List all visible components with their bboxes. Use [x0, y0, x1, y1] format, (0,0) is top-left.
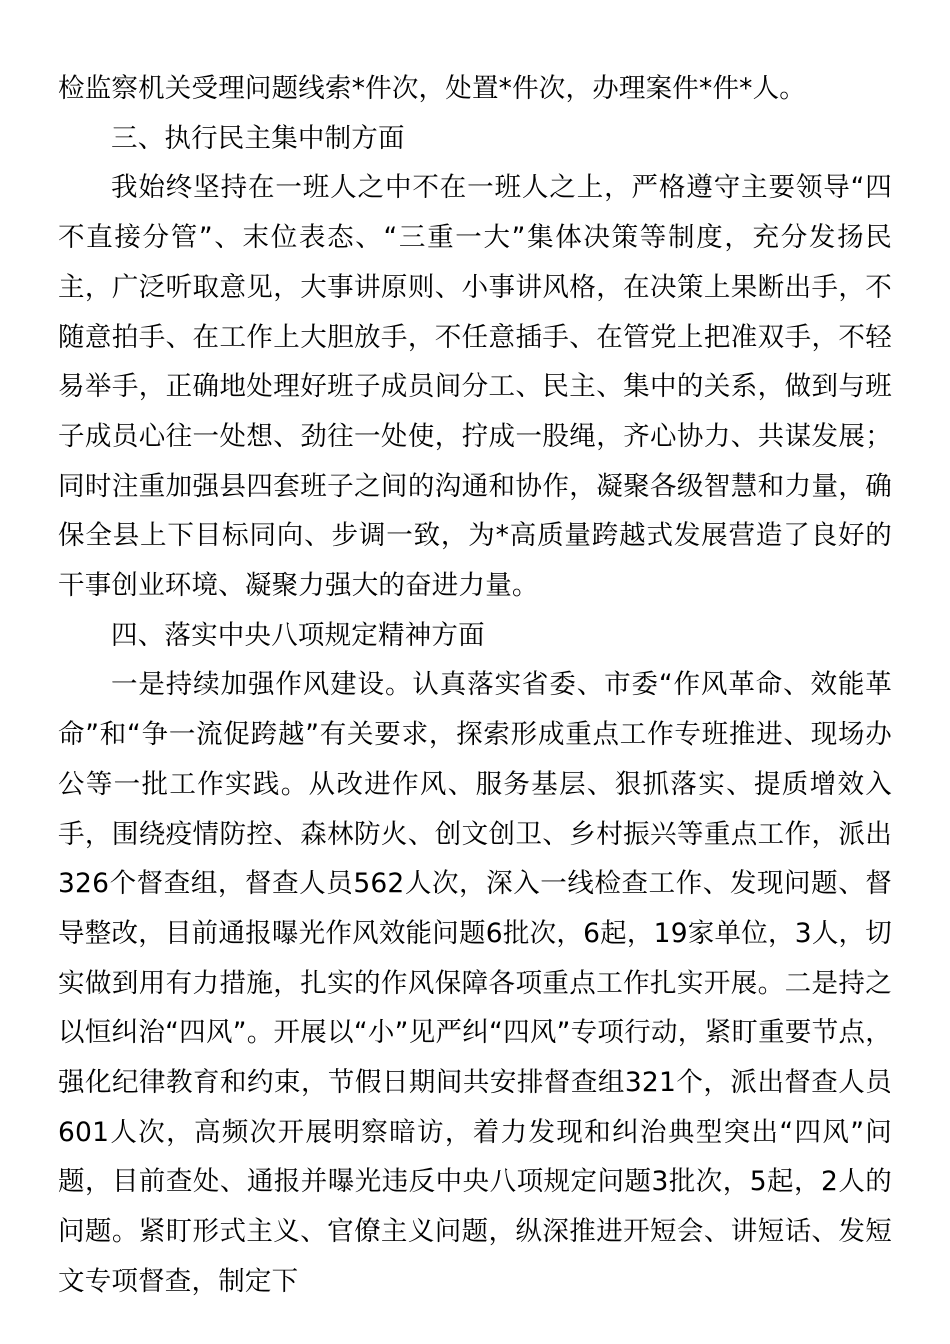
heading-democratic-centralism: 三、执行民主集中制方面: [111, 122, 405, 154]
paragraph-work-style: 一是持续加强作风建设。认真落实省委、市委“作风革命、效能革命”和“争一流促跨越”有关要求，探索形成重点工作专班推进、现场办公等一批工作实践。从改进作风、服务基层、狠抓落实、提质增效入手，围绕疫情防控、森林防火、创文创卫、乡村振兴等重点工作，派出326个督查组，督查人员562人次，深入一线检查工作、发现问题、督导整改，目前通报曝光作风效能问题6批次，6起，19家单位，3人，切实做到用有力措施，扎实的作风保障各项重点工作扎实开展。二是持之以恒纠治“四风”。开展以“小”见严纠“四风”专项行动，紧盯重要节点，强化纪律教育和约束，节假日期间共安排督查组321个，派出督查人员601人次，高频次开展明察暗访，着力发现和纠治典型突出“四风”问题，目前查处、通报并曝光违反中央八项规定问题3批次，5起，2人的问题。紧盯形式主义、官僚主义问题，纵深推进开短会、讲短话、发短文专项督查，制定下: [58, 669, 892, 1297]
paragraph-case-stats: 检监察机关受理问题线索*件次，处置*件次，办理案件*件*人。: [58, 73, 806, 104]
heading-eight-regulations: 四、落实中央八项规定精神方面: [111, 619, 485, 651]
paragraph-democratic-centralism: 我始终坚持在一班人之中不在一班人之上，严格遵守主要领导“四不直接分管”、末位表态、“三重一大”集体决策等制度，充分发扬民主，广泛听取意见，大事讲原则、小事讲风格，在决策上果断出手，不随意拍手、在工作上大胆放手，不任意插手、在管党上把准双手，不轻易举手，正确地处理好班子成员间分工、民主、集中的关系，做到与班子成员心往一处想、劲往一处使，拧成一股绳，齐心协力、共谋发展；同时注重加强县四套班子之间的沟通和协作，凝聚各级智慧和力量，确保全县上下目标同向、步调一致，为*高质量跨越式发展营造了良好的干事创业环境、凝聚力强大的奋进力量。: [58, 172, 892, 602]
document-page: [58, 64, 892, 1307]
